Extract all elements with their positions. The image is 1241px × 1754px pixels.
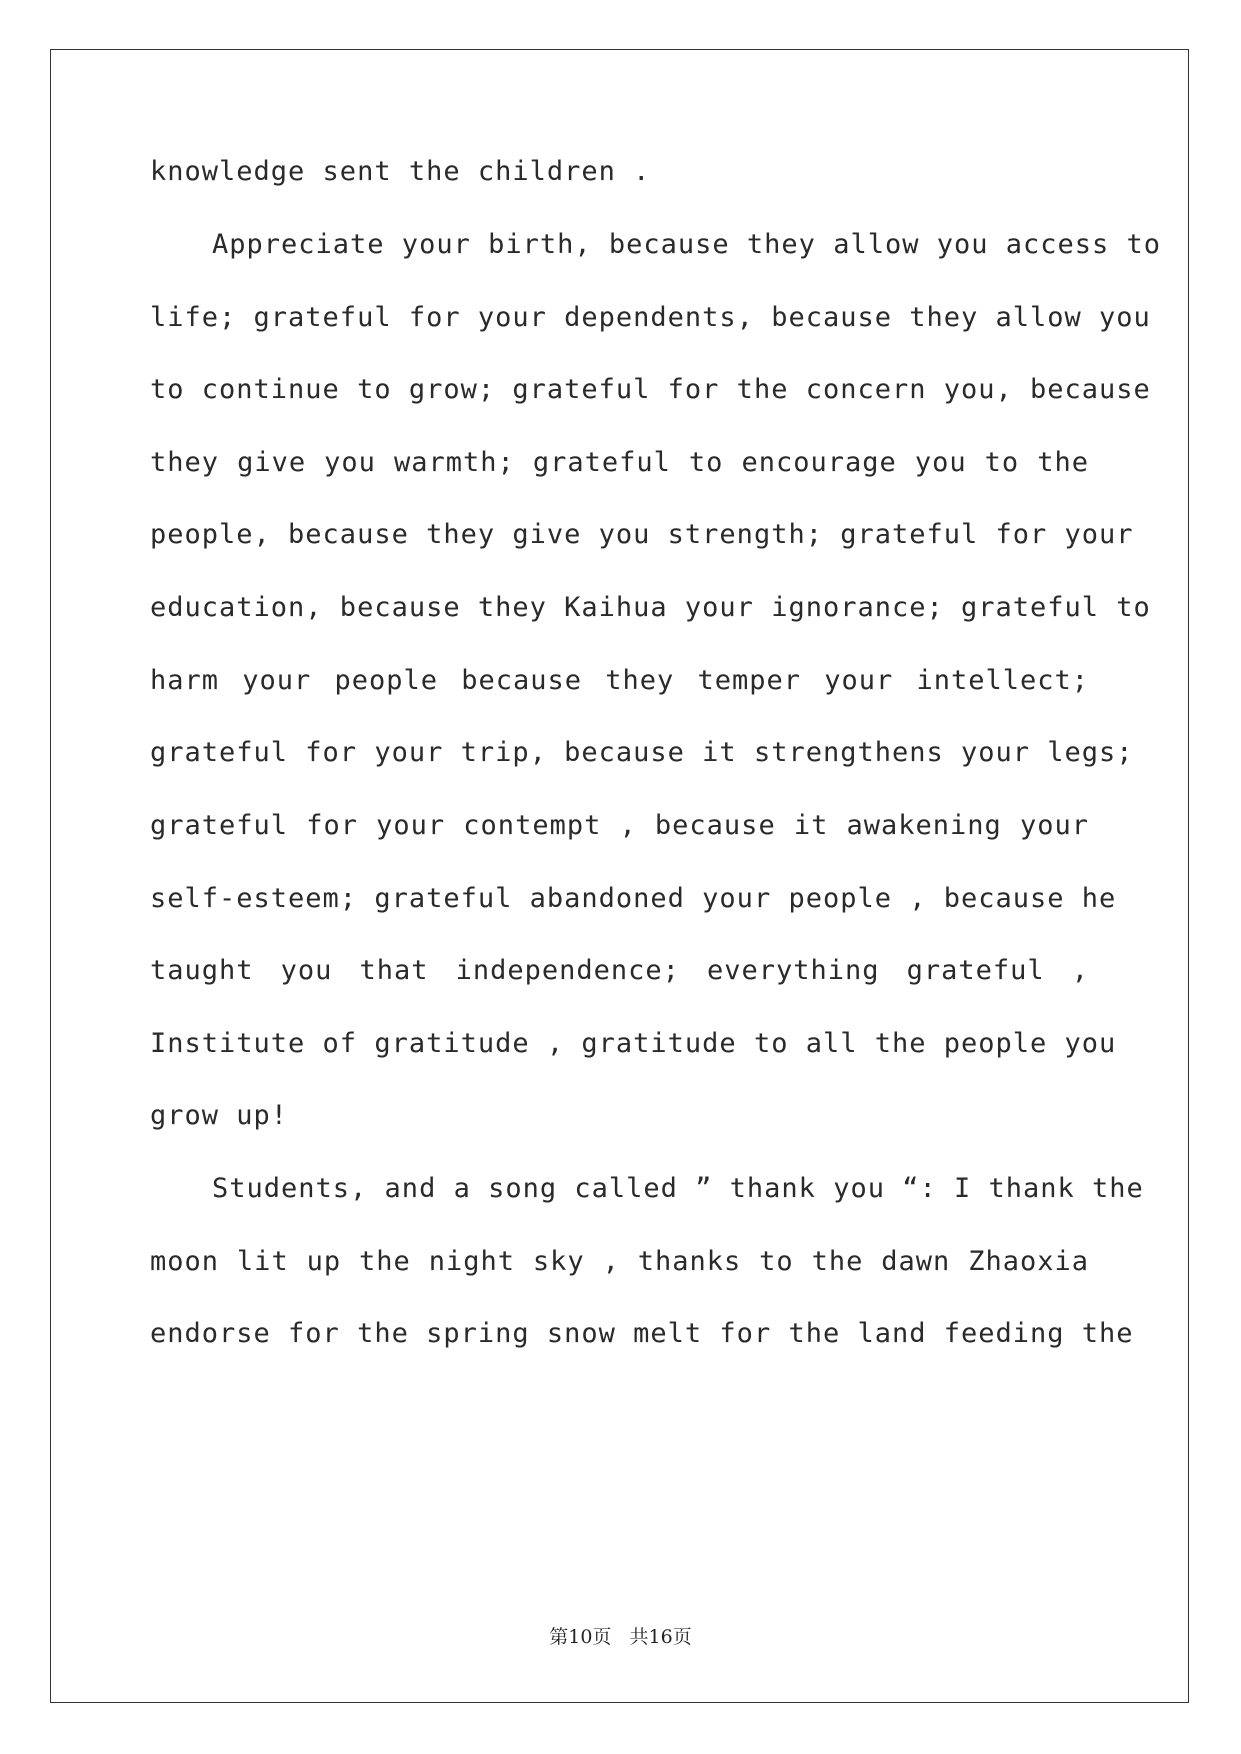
text-line-14: grow up! — [150, 1100, 289, 1131]
text-line-11: self-esteem; grateful abandoned your people , because he — [150, 883, 1117, 914]
text-line-16: moon lit up the night sky , thanks to the dawn Zhaoxia — [150, 1246, 1089, 1277]
text-line-1: knowledge sent the children . — [150, 156, 651, 187]
text-line-2: Appreciate your birth, because they allow you access to — [212, 229, 1162, 260]
page-number-footer — [0, 1622, 1241, 1649]
text-line-10: grateful for your contempt , because it awakening your — [150, 810, 1089, 841]
text-line-8: harm your people because they temper your intellect; — [150, 665, 1089, 696]
text-line-3: life; grateful for your dependents, because they allow you — [150, 302, 1151, 333]
text-line-5: they give you warmth; grateful to encourage you to the — [150, 447, 1089, 478]
text-line-17: endorse for the spring snow melt for the land feeding the — [150, 1318, 1134, 1349]
text-line-4: to continue to grow; grateful for the concern you, because — [150, 374, 1151, 405]
text-line-15: Students, and a song called ” thank you “: I thank the — [212, 1173, 1144, 1204]
text-line-13: Institute of gratitude , gratitude to all the people you — [150, 1028, 1117, 1059]
text-line-12: taught you that independence; everything grateful , — [150, 955, 1089, 986]
text-line-9: grateful for your trip, because it strengthens your legs; — [150, 737, 1134, 768]
text-line-7: education, because they Kaihua your ignorance; grateful to — [150, 592, 1151, 623]
text-line-6: people, because they give you strength; grateful for your — [150, 519, 1134, 550]
page-number-label: 第10页 共16页 — [549, 1626, 692, 1648]
